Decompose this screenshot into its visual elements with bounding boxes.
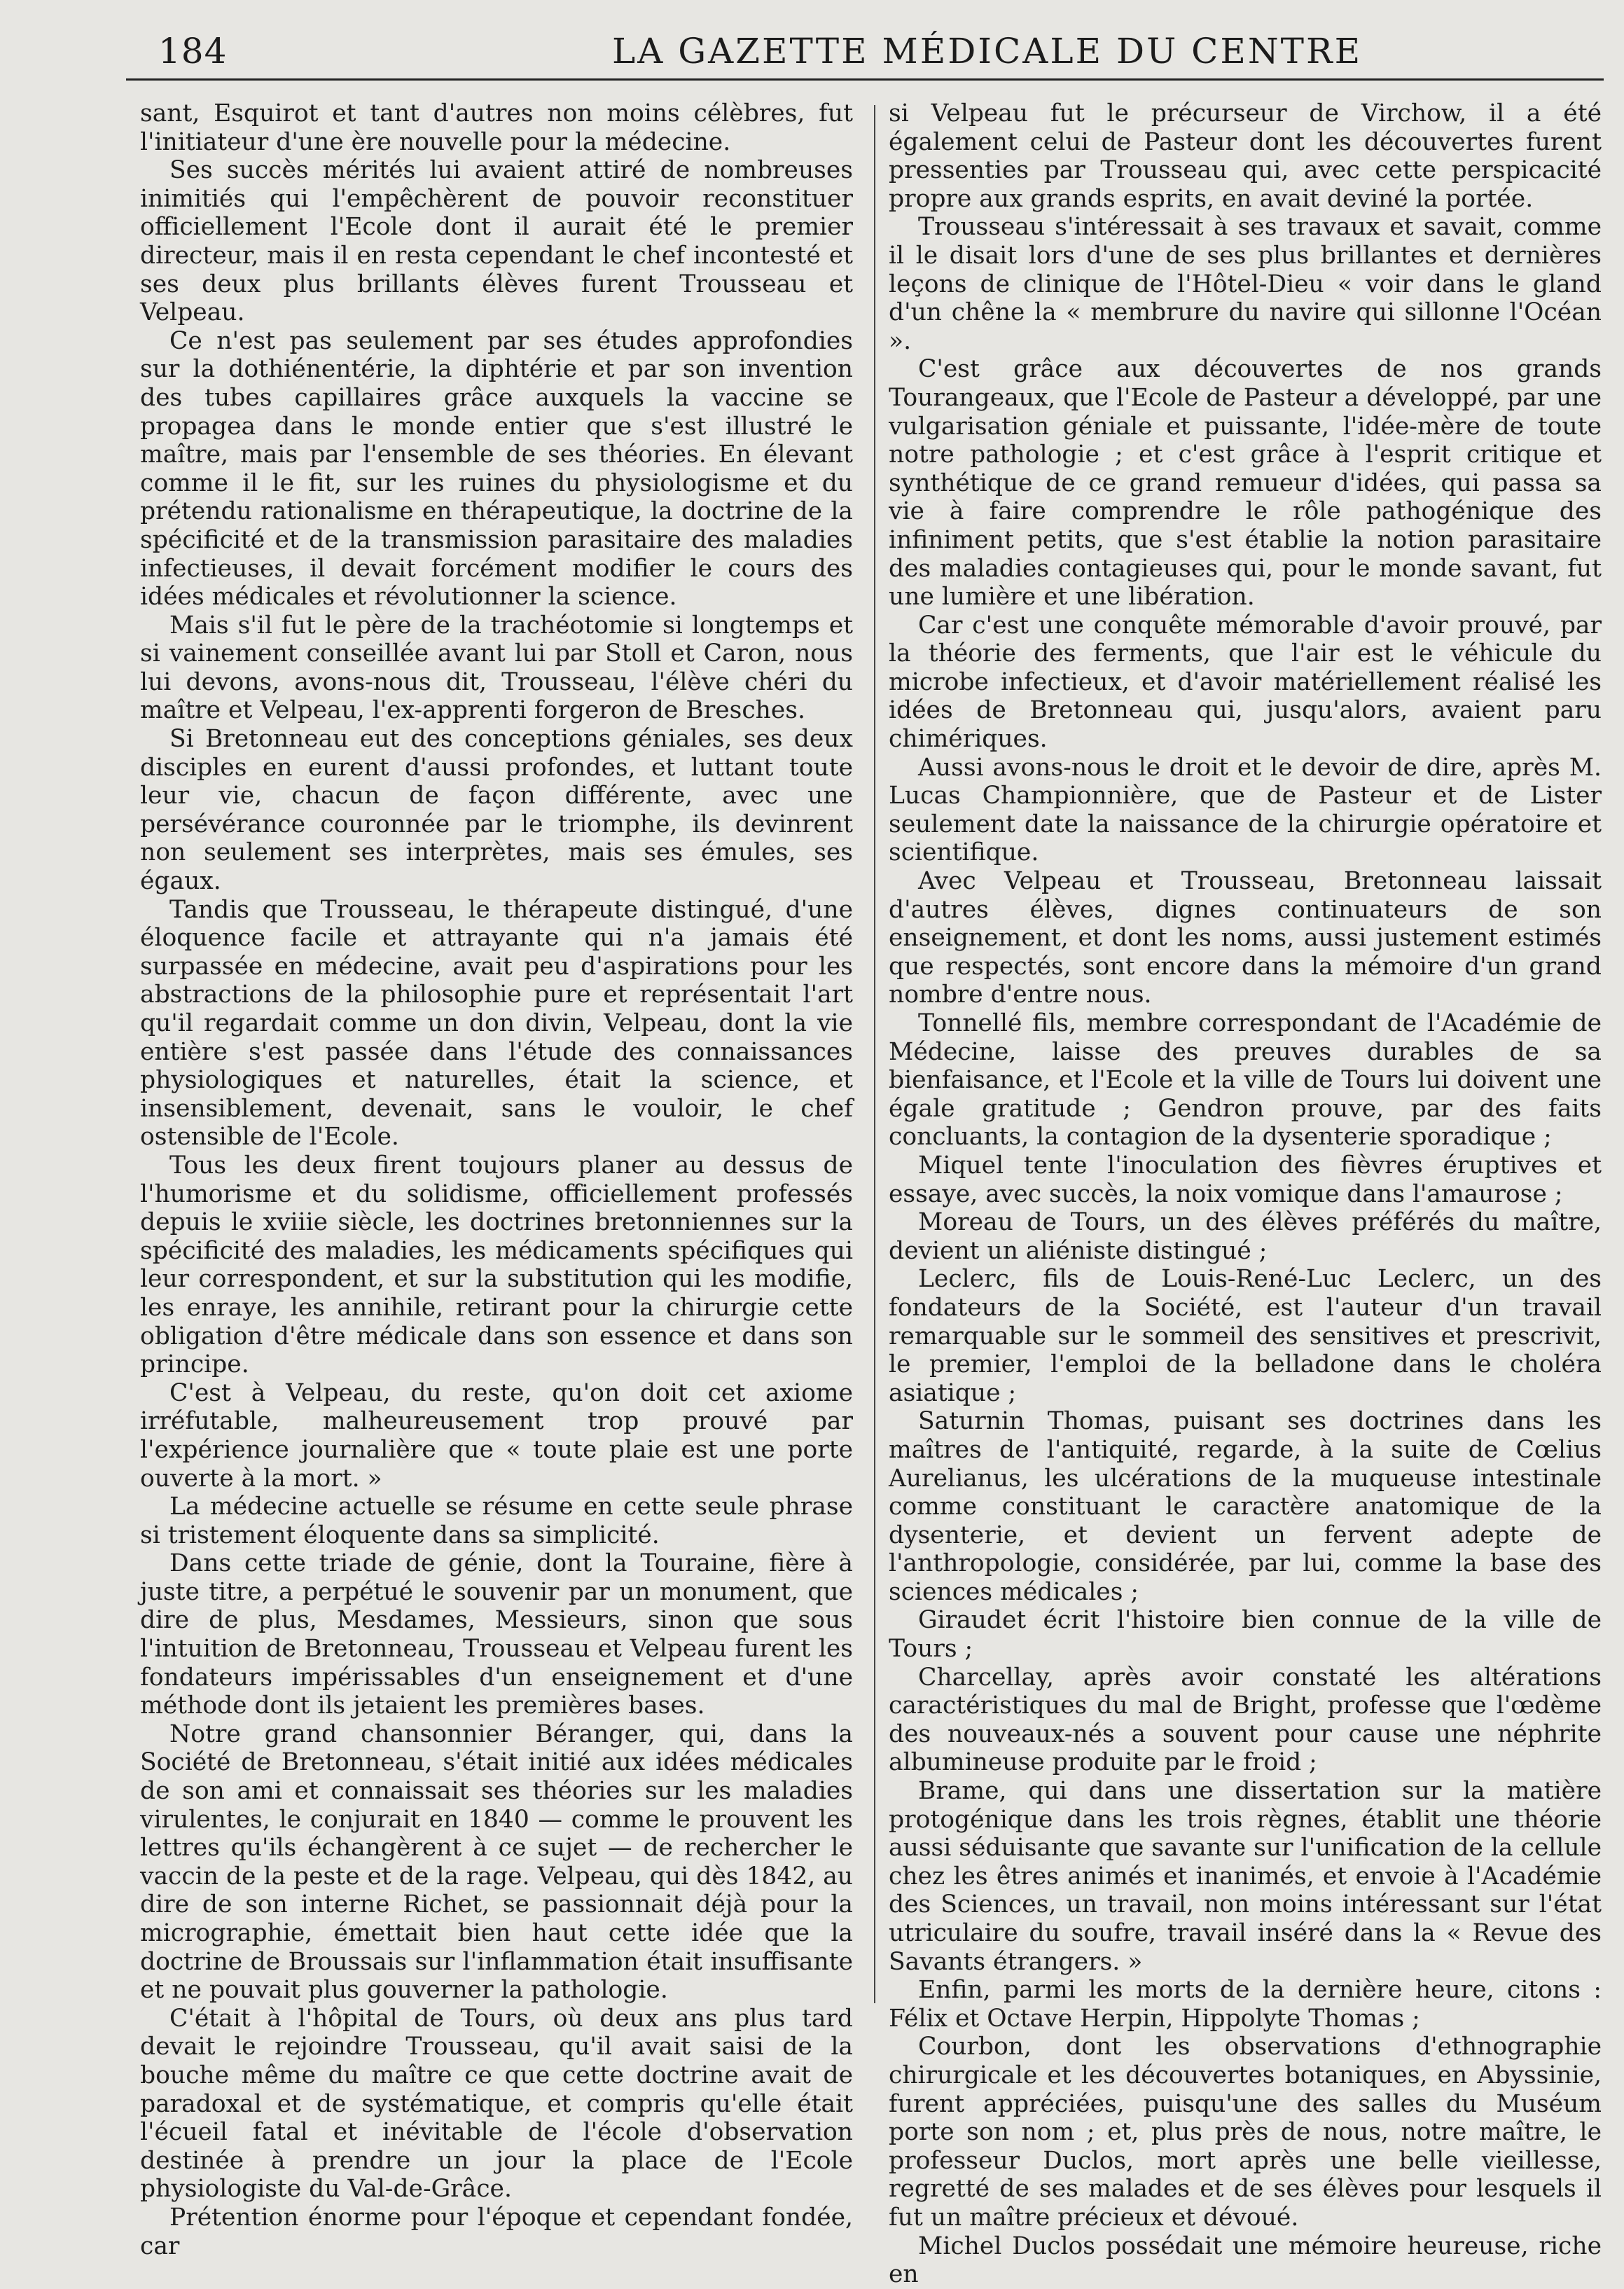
journal-title: LA GAZETTE MÉDICALE DU CENTRE — [612, 31, 1363, 71]
header-rule — [126, 78, 1604, 81]
paragraph: Moreau de Tours, un des élèves préférés du maître, devient un aliéniste distingué ; — [889, 1208, 1602, 1265]
paragraph: Giraudet écrit l'histoire bien connue de la ville de Tours ; — [889, 1606, 1602, 1664]
paragraph: Michel Duclos possédait une mémoire heureuse, riche en — [889, 2232, 1602, 2289]
paragraph: Ce n'est pas seulement par ses études approfondies sur la dothiénentérie, la diphtérie et par son invention des tubes capillaires grâce auxquels la vaccine se propagea dans le monde entier que s'est illustré le maître, mais par l'ensemble de ses théories. En élevant comme il le fit, sur les ruines du physiologisme et du prétendu rationalisme en thérapeutique, la doctrine de la spécificité et de la transmission parasitaire des maladies infectieuses, il devait forcément modifier le cours des idées médicales et révolutionner la science. — [140, 326, 853, 611]
page-number: 184 — [158, 31, 228, 71]
paragraph: Aussi avons-nous le droit et le devoir de dire, après M. Lucas Championnière, que de Pasteur et de Lister seulement date la naissance de la chirurgie opératoire et scientifique. — [889, 753, 1602, 867]
paragraph: Avec Velpeau et Trousseau, Bretonneau laissait d'autres élèves, dignes continuateurs de son enseignement, et dont les noms, aussi justement estimés que respectés, sont encore dans la mémoire d'un grand nombre d'entre nous. — [889, 867, 1602, 1009]
paragraph: Miquel tente l'inoculation des fièvres éruptives et essaye, avec succès, la noix vomique dans l'amaurose ; — [889, 1151, 1602, 1208]
paragraph: Courbon, dont les observations d'ethnographie chirurgicale et les découvertes botaniques, en Abyssinie, furent appréciées, puisqu'une des salles du Muséum porte son nom ; et, plus près de nous, notre maître, le professeur Duclos, mort après une belle vieillesse, regretté de ses malades et de ses élèves pour lesquels il fut un maître précieux et dévoué. — [889, 2033, 1602, 2232]
paragraph: Tandis que Trousseau, le thérapeute distingué, d'une éloquence facile et attrayante qui n'a jamais été surpassée en médecine, avait peu d'aspirations pour les abstractions de la philosophie pure et représentait l'art qu'il regardait comme un don divin, Velpeau, dont la vie entière s'est passée dans l'étude des connaissances physiologiques et naturelles, était la science, et insensiblement, devenait, sans le vouloir, le chef ostensible de l'Ecole. — [140, 895, 853, 1152]
paragraph: Prétention énorme pour l'époque et cependant fondée, car — [140, 2203, 853, 2260]
paragraph: Si Bretonneau eut des conceptions géniales, ses deux disciples en eurent d'aussi profondes, et luttant toute leur vie, chacun de façon différente, avec une persévérance couronnée par le triomphe, ils devinrent non seulement ses interprètes, mais ses émules, ses égaux. — [140, 725, 853, 896]
paragraph: C'est à Velpeau, du reste, qu'on doit cet axiome irréfutable, malheureusement trop prouvé par l'expérience journalière que « toute plaie est une porte ouverte à la mort. » — [140, 1378, 853, 1493]
paragraph: Leclerc, fils de Louis-René-Luc Leclerc, un des fondateurs de la Société, est l'auteur d'un travail remarquable sur le sommeil des sensitives et prescrivit, le premier, l'emploi de la belladone dans le choléra asiatique ; — [889, 1265, 1602, 1407]
paragraph: Charcellay, après avoir constaté les altérations caractéristiques du mal de Bright, professe que l'œdème des nouveaux-nés a souvent pour cause une néphrite albumineuse produite par le froid ; — [889, 1663, 1602, 1777]
column-divider — [874, 105, 875, 2003]
paragraph: Enfin, parmi les morts de la dernière heure, citons : Félix et Octave Herpin, Hippolyte Thomas ; — [889, 1976, 1602, 2033]
paragraph: La médecine actuelle se résume en cette seule phrase si tristement éloquente dans sa simplicité. — [140, 1493, 853, 1549]
paragraph: Dans cette triade de génie, dont la Touraine, fière à juste titre, a perpétué le souvenir par un monument, que dire de plus, Mesdames, Messieurs, sinon que sous l'intuition de Bretonneau, Trousseau et Velpeau furent les fondateurs impérissables d'un enseignement et d'une méthode dont ils jetaient les premières bases. — [140, 1549, 853, 1720]
paragraph: Trousseau s'intéressait à ses travaux et savait, comme il le disait lors d'une de ses plus brillantes et dernières leçons de clinique de l'Hôtel-Dieu « voir dans le gland d'un chêne la « membrure du navire qui sillonne l'Océan ». — [889, 213, 1602, 355]
paragraph: Saturnin Thomas, puisant ses doctrines dans les maîtres de l'antiquité, regarde, à la suite de Cœlius Aurelianus, les ulcérations de la muqueuse intestinale comme constituant le caractère anatomique de la dysenterie, et devient un fervent adepte de l'anthropologie, considérée, par lui, comme la base des sciences médicales ; — [889, 1407, 1602, 1606]
paragraph: C'est grâce aux découvertes de nos grands Tourangeaux, que l'Ecole de Pasteur a développé, par une vulgarisation géniale et puissante, l'idée-mère de toute notre pathologie ; et c'est grâce à l'esprit critique et synthétique de ce grand remueur d'idées, qui passa sa vie à faire comprendre le rôle pathogénique des infiniment petits, que s'est établie la notion parasitaire des maladies contagieuses qui, pour le monde savant, fut une lumière et une libération. — [889, 355, 1602, 611]
paragraph: Ses succès mérités lui avaient attiré de nombreuses inimitiés qui l'empêchèrent de pouvoir reconstituer officiellement l'Ecole dont il aurait été le premier directeur, mais il en resta cependant le chef incontesté et ses deux plus brillants élèves furent Trousseau et Velpeau. — [140, 156, 853, 327]
left-column — [140, 99, 853, 2260]
paragraph: si Velpeau fut le précurseur de Virchow, il a été également celui de Pasteur dont les découvertes furent pressenties par Trousseau qui, avec cette perspicacité propre aux grands esprits, en avait deviné la portée. — [889, 99, 1602, 213]
paragraph: sant, Esquirot et tant d'autres non moins célèbres, fut l'initiateur d'une ère nouvelle pour la médecine. — [140, 99, 853, 156]
paragraph: Car c'est une conquête mémorable d'avoir prouvé, par la théorie des ferments, que l'air est le véhicule du microbe infectieux, et d'avoir matériellement réalisé les idées de Bretonneau qui, jusqu'alors, avaient paru chimériques. — [889, 611, 1602, 754]
paragraph: Notre grand chansonnier Béranger, qui, dans la Société de Bretonneau, s'était initié aux idées médicales de son ami et connaissait ses théories sur les maladies virulentes, le conjurait en 1840 — comme le prouvent les lettres qu'ils échangèrent à ce sujet — de rechercher le vaccin de la peste et de la rage. Velpeau, qui dès 1842, au dire de son interne Richet, se passionnait déjà pour la micrographie, émettait bien haut cette idée que la doctrine de Broussais sur l'inflammation était insuffisante et ne pouvait plus gouverner la pathologie. — [140, 1720, 853, 2005]
paragraph: Tous les deux firent toujours planer au dessus de l'humorisme et du solidisme, officiellement professés depuis le xviiie siècle, les doctrines bretonniennes sur la spécificité des maladies, les médicaments spécifiques qui leur correspondent, et sur la substitution qui les modifie, les enraye, les annihile, retirant pour la chirurgie cette obligation d'être médicale dans son essence et dans son principe. — [140, 1151, 853, 1379]
paragraph: Brame, qui dans une dissertation sur la matière protogénique dans les trois règnes, établit une théorie aussi séduisante que savante sur l'unification de la cellule chez les êtres animés et inanimés, et envoie à l'Académie des Sciences, un travail, non moins intéressant sur l'état utriculaire du soufre, travail inséré dans la « Revue des Savants étrangers. » — [889, 1777, 1602, 1976]
paragraph: Mais s'il fut le père de la trachéotomie si longtemps et si vainement conseillée avant lui par Stoll et Caron, nous lui devons, avons-nous dit, Trousseau, l'élève chéri du maître et Velpeau, l'ex-apprenti forgeron de Bresches. — [140, 611, 853, 725]
paragraph: C'était à l'hôpital de Tours, où deux ans plus tard devait le rejoindre Trousseau, qu'il avait saisi de la bouche même du maître ce que cette doctrine avait de paradoxal et de systématique, et compris qu'elle était l'écueil fatal et inévitable de l'école d'observation destinée à prendre un jour la place de l'Ecole physiologiste du Val-de-Grâce. — [140, 2004, 853, 2204]
page-header — [155, 27, 1591, 74]
right-column — [889, 99, 1602, 2289]
paragraph: Tonnellé fils, membre correspondant de l'Académie de Médecine, laisse des preuves durables de sa bienfaisance, et l'Ecole et la ville de Tours lui doivent une égale gratitude ; Gendron prouve, par des faits concluants, la contagion de la dysenterie sporadique ; — [889, 1009, 1602, 1152]
